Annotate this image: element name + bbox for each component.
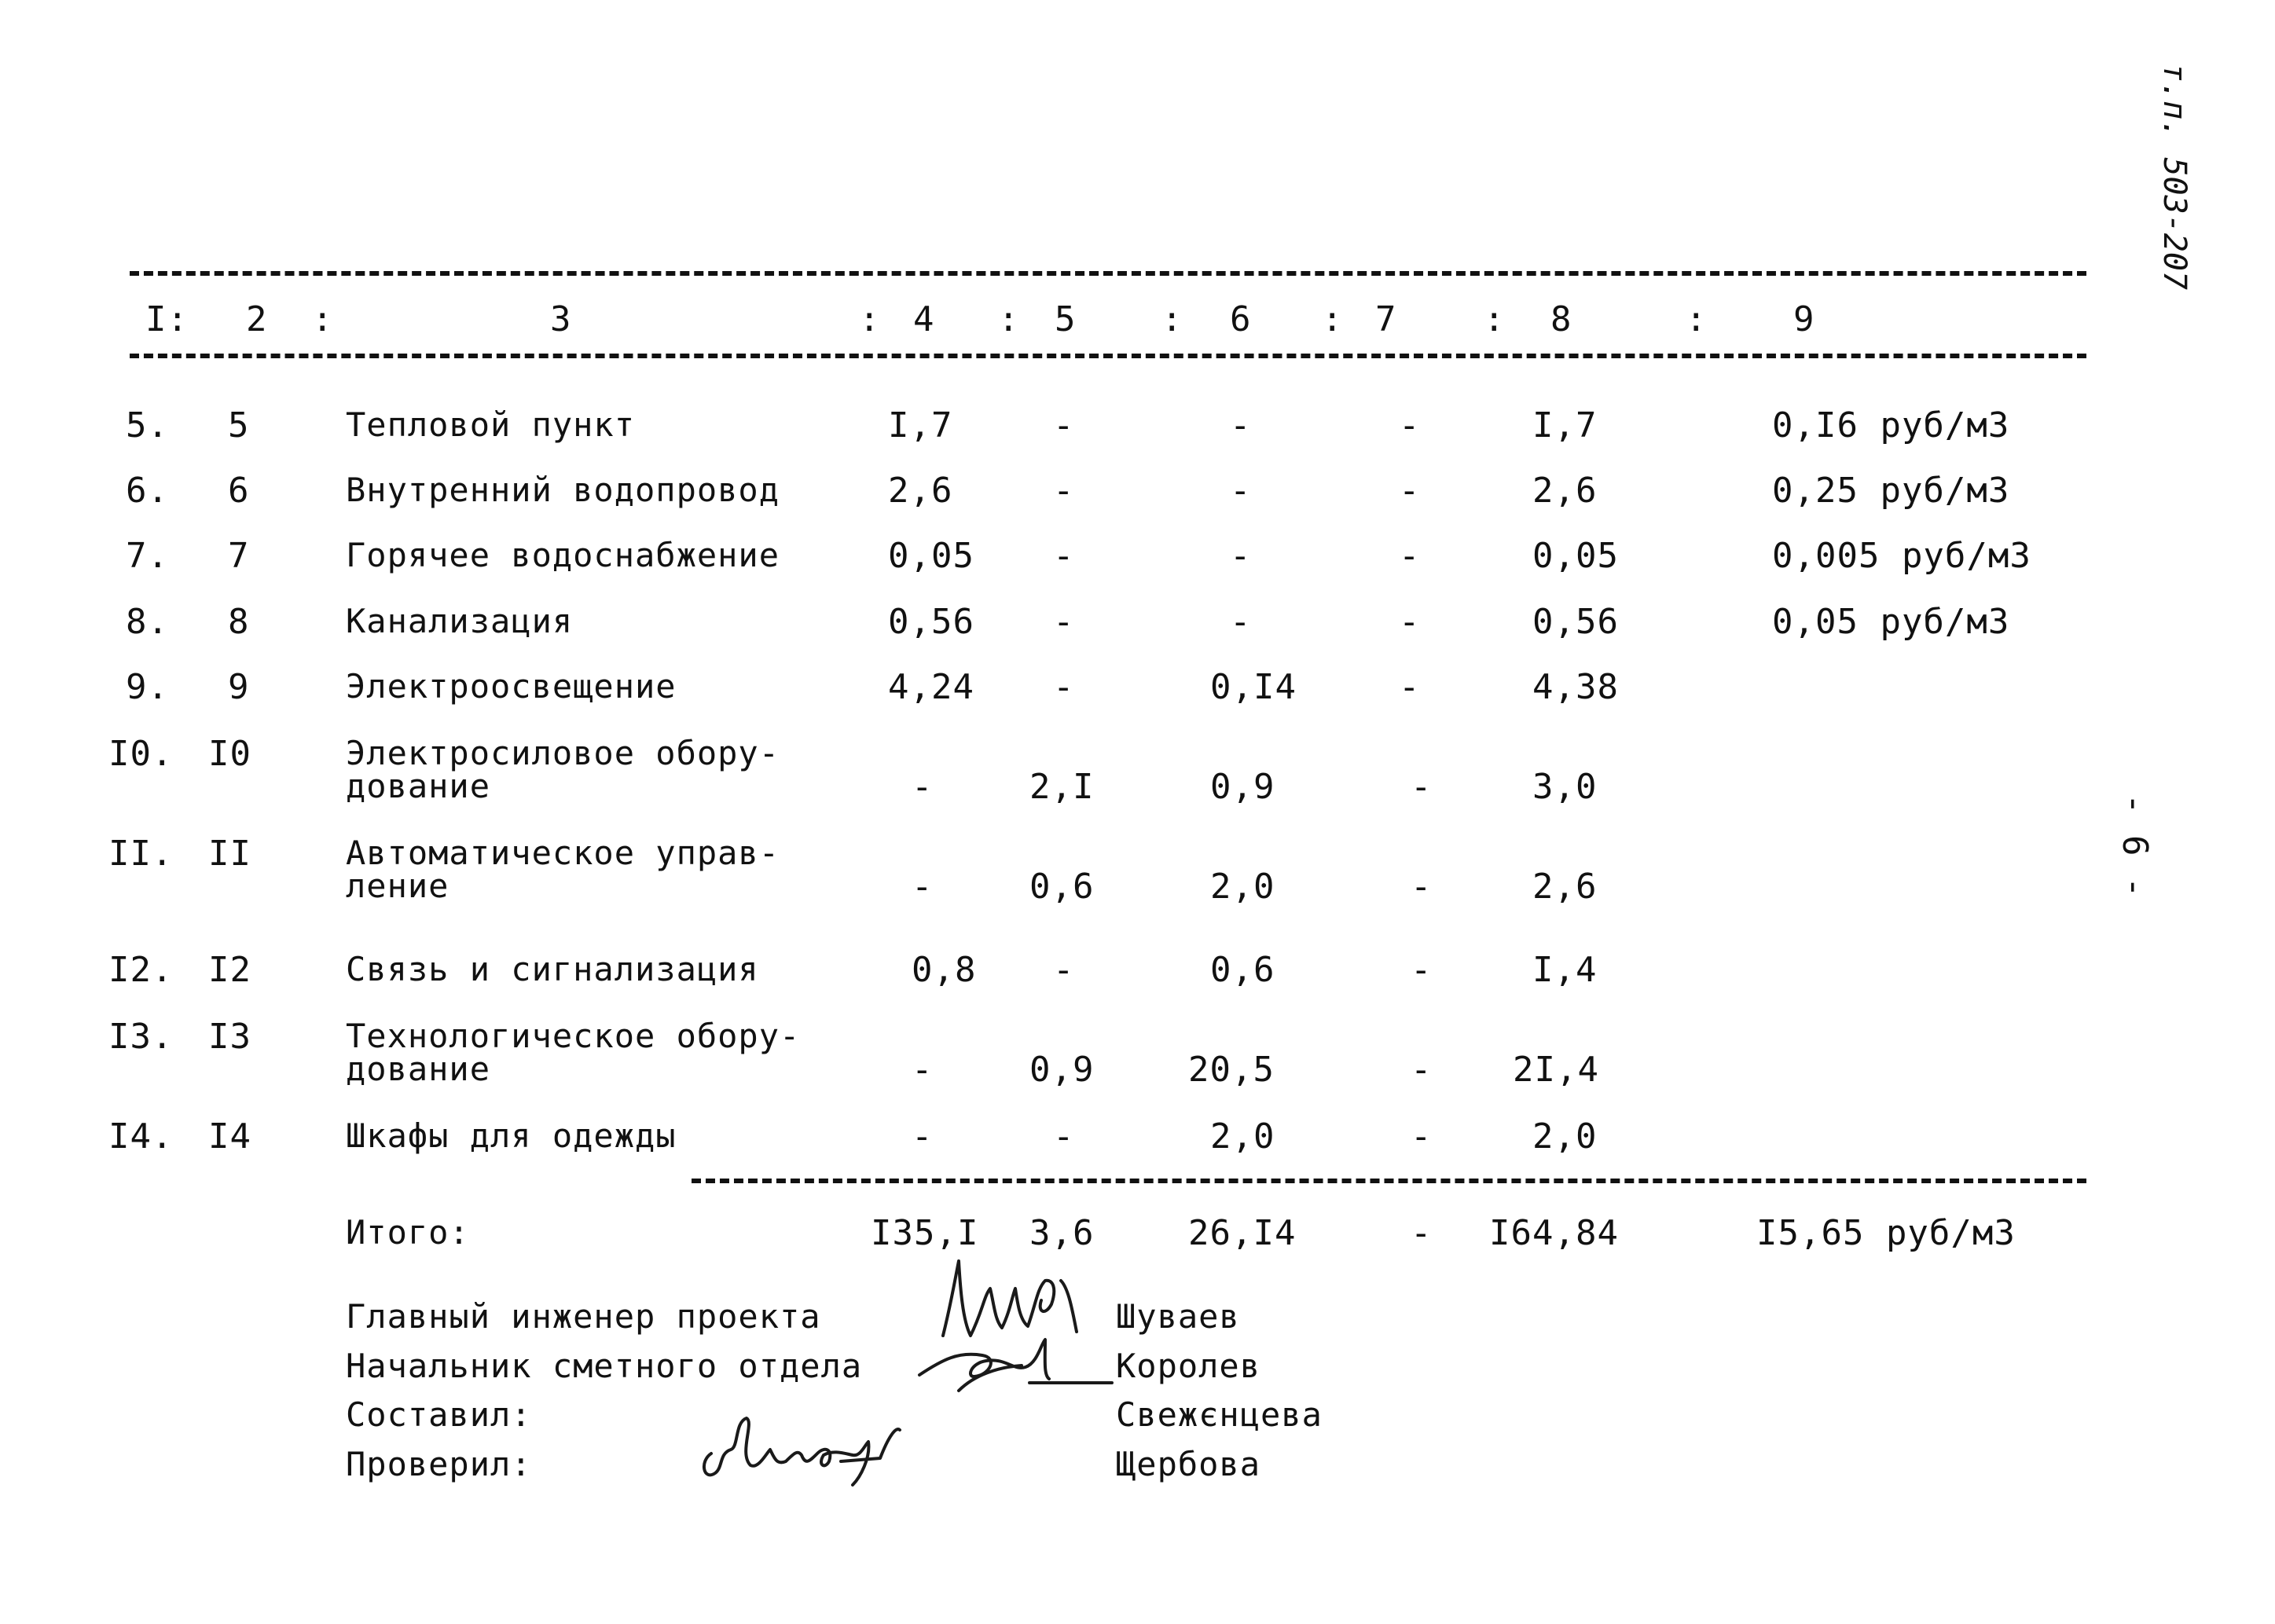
cell-col-7: - xyxy=(1399,471,1421,511)
cell-col-7: - xyxy=(1399,405,1421,445)
cell-col-5: 2,I xyxy=(1029,767,1095,807)
cell-col-4: - xyxy=(912,1050,934,1090)
signature-role: Главный инженер проекта xyxy=(346,1297,821,1336)
row-number: 5. xyxy=(126,405,169,445)
row-number: I3. xyxy=(108,1017,174,1057)
header-col-7: 7 xyxy=(1375,299,1397,339)
row-number: II. xyxy=(108,834,174,874)
cell-col-4: - xyxy=(912,867,934,907)
cell-col-6: - xyxy=(1230,471,1252,511)
signature-role: Составил: xyxy=(346,1395,532,1434)
header-sep: : xyxy=(1686,299,1708,339)
row-title: Тепловой пункт xyxy=(346,405,636,444)
cell-col-9: 0,005 руб/м3 xyxy=(1772,536,2031,576)
cell-col-7: - xyxy=(1411,867,1433,907)
cell-col-4: 0,8 xyxy=(912,950,977,990)
signature-name: Щербова xyxy=(1116,1445,1261,1483)
total-col-9: I5,65 руб/м3 xyxy=(1756,1213,2016,1253)
page-number: - 6 - xyxy=(2115,794,2155,898)
row-title: Канализация xyxy=(346,602,574,640)
cell-col-8: 2,6 xyxy=(1532,471,1598,511)
header-col-6: 6 xyxy=(1230,299,1252,339)
row-title-continued: дование xyxy=(346,1050,491,1088)
cell-col-7: - xyxy=(1411,767,1433,807)
header-sep: : xyxy=(312,299,334,339)
cell-col-9: 0,I6 руб/м3 xyxy=(1772,405,2010,445)
total-col-5: 3,6 xyxy=(1029,1213,1095,1253)
header-col-1: I: xyxy=(145,299,189,339)
signature-head-estimates-icon xyxy=(912,1328,1116,1399)
cell-col-7: - xyxy=(1399,536,1421,576)
cell-col-5: - xyxy=(1053,536,1075,576)
total-col-8: I64,84 xyxy=(1489,1213,1619,1253)
row-title: Горячее водоснабжение xyxy=(346,536,780,574)
total-col-7: - xyxy=(1411,1213,1433,1253)
doc-code: т.п. 503-207 xyxy=(2156,63,2192,290)
total-col-4: I35,I xyxy=(871,1213,979,1253)
row-title: Шкафы для одежды xyxy=(346,1116,677,1155)
cell-col-6: - xyxy=(1230,536,1252,576)
row-number: 7. xyxy=(126,536,169,576)
cell-col-5: - xyxy=(1053,1116,1075,1157)
signature-name: Шуваев xyxy=(1116,1297,1240,1336)
cell-col-6: 2,0 xyxy=(1210,867,1275,907)
cell-col-9: 0,25 руб/м3 xyxy=(1772,471,2010,511)
cell-col-6: - xyxy=(1230,602,1252,642)
header-col-5: 5 xyxy=(1055,299,1077,339)
cell-col-8: 0,56 xyxy=(1532,602,1619,642)
cell-col-8: 0,05 xyxy=(1532,536,1619,576)
header-sep: : xyxy=(1161,299,1183,339)
row-number: 9. xyxy=(126,667,169,707)
row-index: I0 xyxy=(208,734,251,774)
cell-col-7: - xyxy=(1399,667,1421,707)
cell-col-9: 0,05 руб/м3 xyxy=(1772,602,2010,642)
row-number: 8. xyxy=(126,602,169,642)
row-index: I4 xyxy=(208,1116,251,1157)
total-rule xyxy=(692,1179,2086,1183)
header-sep: : xyxy=(998,299,1020,339)
row-index: 9 xyxy=(228,667,250,707)
row-index: 6 xyxy=(228,471,250,511)
cell-col-4: 4,24 xyxy=(888,667,974,707)
cell-col-8: 2,6 xyxy=(1532,867,1598,907)
cell-col-6: 20,5 xyxy=(1188,1050,1275,1090)
cell-col-5: - xyxy=(1053,471,1075,511)
row-title: Электросиловое обору- xyxy=(346,734,780,772)
cell-col-5: - xyxy=(1053,667,1075,707)
row-index: 5 xyxy=(228,405,250,445)
header-sep: : xyxy=(859,299,881,339)
cell-col-6: 2,0 xyxy=(1210,1116,1275,1157)
row-number: I4. xyxy=(108,1116,174,1157)
cell-col-5: - xyxy=(1053,950,1075,990)
cell-col-5: - xyxy=(1053,602,1075,642)
cell-col-7: - xyxy=(1411,950,1433,990)
cell-col-6: 0,6 xyxy=(1210,950,1275,990)
header-col-3: 3 xyxy=(550,299,572,339)
signature-role: Начальник сметного отдела xyxy=(346,1347,863,1385)
header-sep: : xyxy=(1484,299,1506,339)
cell-col-8: I,4 xyxy=(1532,950,1598,990)
signature-name: Королев xyxy=(1116,1347,1261,1385)
signature-role: Проверил: xyxy=(346,1445,532,1483)
cell-col-8: I,7 xyxy=(1532,405,1598,445)
cell-col-8: 2,0 xyxy=(1532,1116,1598,1157)
total-label: Итого: xyxy=(346,1213,470,1252)
cell-col-4: 0,56 xyxy=(888,602,974,642)
cell-col-4: - xyxy=(912,1116,934,1157)
cell-col-5: 0,6 xyxy=(1029,867,1095,907)
row-title: Внутренний водопровод xyxy=(346,471,780,509)
signature-checker-icon xyxy=(692,1406,919,1493)
cell-col-4: 0,05 xyxy=(888,536,974,576)
row-index: 7 xyxy=(228,536,250,576)
row-title-continued: ление xyxy=(346,867,449,905)
cell-col-8: 2I,4 xyxy=(1513,1050,1599,1090)
signature-name: Свежєнцева xyxy=(1116,1395,1323,1434)
cell-col-6: - xyxy=(1230,405,1252,445)
row-title: Автоматическое управ- xyxy=(346,834,780,872)
cell-col-8: 4,38 xyxy=(1532,667,1619,707)
row-title: Электроосвещение xyxy=(346,667,677,706)
row-number: I0. xyxy=(108,734,174,774)
cell-col-7: - xyxy=(1411,1050,1433,1090)
cell-col-8: 3,0 xyxy=(1532,767,1598,807)
header-col-2: 2 xyxy=(246,299,268,339)
row-index: I2 xyxy=(208,950,251,990)
cell-col-7: - xyxy=(1411,1116,1433,1157)
row-title: Связь и сигнализация xyxy=(346,950,759,988)
total-col-6: 26,I4 xyxy=(1188,1213,1297,1253)
row-index: 8 xyxy=(228,602,250,642)
header-col-4: 4 xyxy=(913,299,935,339)
row-number: 6. xyxy=(126,471,169,511)
header-bottom-rule xyxy=(130,354,2086,358)
header-col-8: 8 xyxy=(1550,299,1572,339)
header-sep: : xyxy=(1322,299,1344,339)
cell-col-7: - xyxy=(1399,602,1421,642)
cell-col-4: 2,6 xyxy=(888,471,953,511)
cell-col-5: - xyxy=(1053,405,1075,445)
row-title: Технологическое обору- xyxy=(346,1017,801,1055)
row-number: I2. xyxy=(108,950,174,990)
row-title-continued: дование xyxy=(346,767,491,805)
header-col-9: 9 xyxy=(1793,299,1815,339)
cell-col-5: 0,9 xyxy=(1029,1050,1095,1090)
cell-col-4: I,7 xyxy=(888,405,953,445)
cell-col-6: 0,9 xyxy=(1210,767,1275,807)
row-index: II xyxy=(208,834,251,874)
header-top-rule xyxy=(130,271,2086,276)
row-index: I3 xyxy=(208,1017,251,1057)
cell-col-4: - xyxy=(912,767,934,807)
cell-col-6: 0,I4 xyxy=(1210,667,1297,707)
